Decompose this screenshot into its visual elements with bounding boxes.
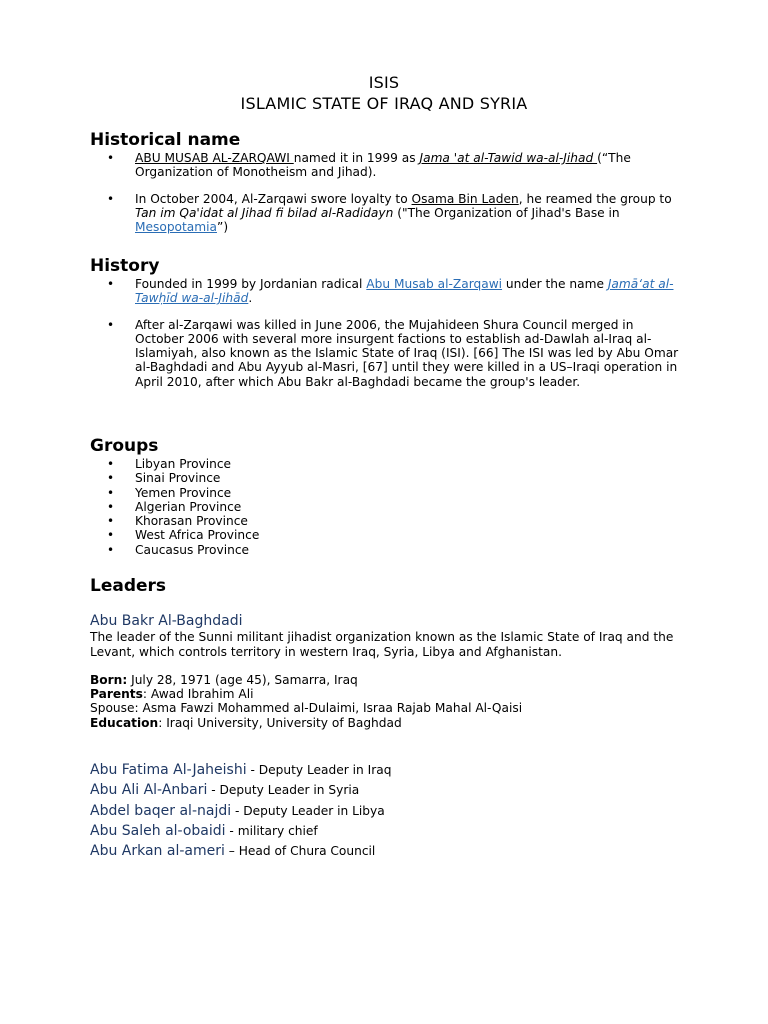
history-heading: History (90, 256, 160, 276)
bin-laden-link[interactable]: Osama Bin Laden (411, 191, 519, 206)
list-item: Abu Saleh al-obaidi - military chief (90, 822, 318, 839)
list-item: Abu Fatima Al-Jaheishi - Deputy Leader in Iraq (90, 762, 392, 778)
zarqawi-name: ABU MUSAB AL-ZARQAWI (135, 151, 294, 165)
historical-name-list (90, 151, 680, 234)
historical-name-section (90, 129, 680, 234)
list-item: • Sinai Province (135, 471, 680, 485)
list-item: • After al-Zarqawi was killed in June 2006, the Mujahideen Shura Council merged in October 2006 with several more insurgent factions to establish ad-Dawlah al-Iraq al-Islamiyah, also known as the Islamic State of Iraq (ISI). [66] The ISI was led by Abu Omar al-Baghdadi and Abu Ayyub al-Masri, [67] until they were killed in a US–Iraqi operation in April 2010, after which Abu Bakr al-Baghdadi became the group's leader. (135, 318, 680, 389)
title-full: ISLAMIC STATE OF IRAQ AND SYRIA (240, 94, 528, 113)
born-line: Born: July 28, 1971 (age 45), Samarra, Iraq (90, 672, 358, 687)
leaders-heading: Leaders (90, 576, 167, 596)
list-item: • In October 2004, Al-Zarqawi swore loyalty to Osama Bin Laden, he reamed the group to Tan im Qa'idat al Jihad fi bilad al-Radidayn ("The Organization of Jihad's Base in Mesopotamia”) (135, 192, 680, 235)
list-item: • West Africa Province (135, 528, 680, 542)
spouse-line: Spouse: Asma Fawzi Mohammed al-Dulaimi, Israa Rajab Mahal Al-Qaisi (90, 701, 523, 716)
main-leader-name: Abu Bakr Al-Baghdadi (90, 613, 243, 629)
parents-line: Parents: Awad Ibrahim Ali (90, 687, 254, 702)
groups-list (90, 457, 680, 557)
list-item: Abdel baqer al-najdi - Deputy Leader in Libya (90, 802, 385, 819)
title-acronym: ISIS (368, 73, 400, 92)
history-list (90, 277, 680, 389)
leader-name: Abu Ali Al-Anbari (90, 782, 208, 799)
leader-name: Abu Fatima Al-Jaheishi (90, 762, 247, 778)
leader-name: Abu Saleh al-obaidi (90, 822, 226, 839)
list-item: • Yemen Province (135, 486, 680, 500)
groups-section (90, 435, 680, 557)
title-block (0, 72, 768, 114)
zarqawi-link[interactable]: Abu Musab al-Zarqawi (366, 277, 503, 291)
list-item: • Caucasus Province (135, 543, 680, 557)
list-item: • Algerian Province (135, 500, 680, 514)
leader-name: Abu Arkan al-ameri (90, 843, 225, 860)
main-leader-block (90, 613, 680, 730)
list-item: • Khorasan Province (135, 514, 680, 528)
groups-heading: Groups (90, 436, 159, 456)
list-item: • Founded in 1999 by Jordanian radical Abu Musab al-Zarqawi under the name Jamāʻat al-Tawḥīd wa-al-Jihād. (135, 277, 680, 306)
historical-name-heading: Historical name (90, 130, 241, 150)
list-item: Abu Arkan al-ameri – Head of Chura Council (90, 843, 376, 860)
original-name: Jama 'at al-Tawid wa-al-Jihad (419, 151, 598, 165)
deputy-leaders-list (90, 759, 680, 860)
mesopotamia-link[interactable]: Mesopotamia (135, 220, 217, 235)
education-line: Education: Iraqi University, University of Baghdad (90, 715, 402, 730)
leaders-section (90, 575, 680, 597)
list-item: Abu Ali Al-Anbari - Deputy Leader in Syria (90, 782, 360, 799)
history-section (90, 255, 680, 389)
list-item: • ABU MUSAB AL-ZARQAWI named it in 1999 as Jama 'at al-Tawid wa-al-Jihad (“The Organization of Monotheism and Jihad). (135, 151, 680, 180)
main-leader-description: The leader of the Sunni militant jihadist organization known as the Islamic State of Iraq and the Levant, which controls territory in western Iraq, Syria, Libya and Afghanistan. (90, 630, 674, 659)
leader-name: Abdel baqer al-najdi (90, 802, 232, 819)
list-item: • Libyan Province (135, 457, 680, 471)
tawhid-link[interactable]: Jamāʻat al-Tawḥīd wa-al-Jihād (135, 277, 674, 306)
